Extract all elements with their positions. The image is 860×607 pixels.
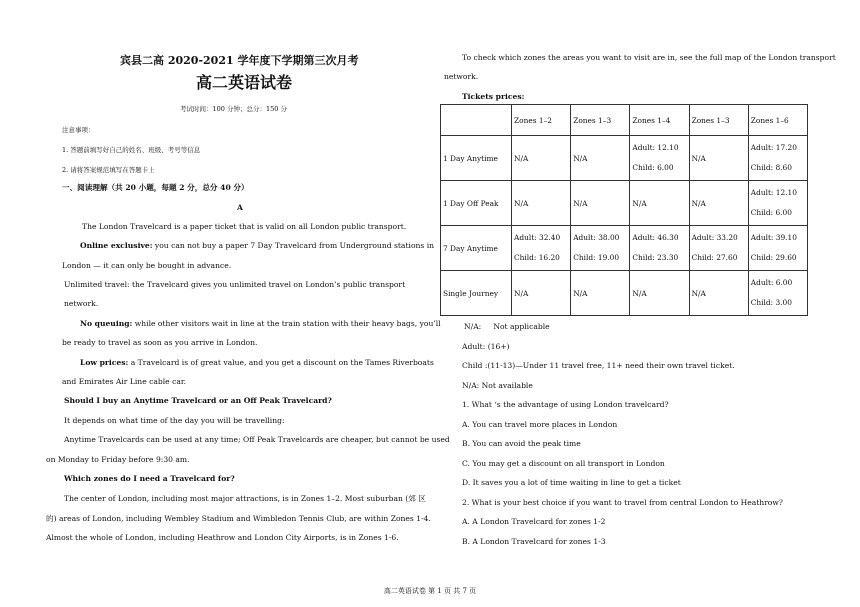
- passage-paragraph: network.: [64, 299, 99, 308]
- option-text: B. A London Travelcard for zones 1-3: [462, 537, 606, 546]
- child-price: Child: 29.60: [750, 253, 797, 262]
- child-price: Child: 8.60: [750, 163, 792, 172]
- child-price: Child: 23.30: [632, 253, 679, 262]
- option-text: A. A London Travelcard for zones 1-2: [462, 517, 606, 526]
- option-text: D. It saves you a lot of time waiting in line to get a ticket: [462, 478, 681, 487]
- adult-price: Adult: 46.30: [632, 233, 679, 242]
- passage-paragraph: be ready to travel as soon as you arrive in London.: [62, 338, 258, 347]
- legend-adult: Adult: (16+): [462, 342, 510, 351]
- passage-paragraph: 的) areas of London, including Wembley Stadium and Wimbledon Tennis Club, are within Zones 1-4.: [46, 514, 431, 523]
- table-cell: [748, 226, 807, 271]
- passage-paragraph: [80, 319, 441, 329]
- table-cell: N/A: [512, 271, 571, 316]
- passage-paragraph: Almost the whole of London, including Heathrow and London City Airports, is in Zones 1-6.: [46, 533, 399, 542]
- option-text: B. You can avoid the peak time: [462, 439, 581, 448]
- tickets-heading: Tickets prices:: [462, 92, 525, 101]
- passage-paragraph: on Monday to Friday before 9:30 am.: [46, 455, 190, 464]
- table-header-cell: Zones 1–2: [512, 105, 571, 136]
- child-price: Child: 19.00: [573, 253, 620, 262]
- adult-price: Adult: 12.10: [632, 143, 679, 152]
- table-cell: N/A: [512, 136, 571, 181]
- adult-price: Adult: 38.00: [573, 233, 620, 242]
- table-header-cell: Zones 1–3: [571, 105, 630, 136]
- subject-title: 高二英语试卷: [196, 73, 293, 92]
- table-cell: [630, 136, 689, 181]
- child-price: Child: 27.60: [691, 253, 738, 262]
- adult-price: Adult: 33.20: [691, 233, 738, 242]
- page-footer: 高二英语试卷 第 1 页 共 7 页: [383, 587, 477, 595]
- table-header-cell: Zones 1–3: [689, 105, 748, 136]
- passage-paragraph: and Emirates Air Line cable car.: [62, 377, 187, 386]
- passage-text: a Travelcard is of great value, and you get a discount on the Tames Riverboats: [128, 358, 434, 367]
- table-cell: N/A: [689, 271, 748, 316]
- passage-bold-label: No queuing:: [80, 319, 133, 328]
- table-header-row: [441, 105, 808, 136]
- table-cell: [571, 226, 630, 271]
- table-cell: N/A: [571, 181, 630, 226]
- table-cell: [512, 226, 571, 271]
- passage-bold-label: Online exclusive:: [80, 241, 153, 250]
- passage-paragraph: The center of London, including most major attractions, is in Zones 1–2. Most suburban (郊 区: [64, 494, 426, 503]
- passage-paragraph: [80, 241, 434, 251]
- passage-paragraph: London — it can only be bought in advance.: [62, 261, 232, 270]
- intro-text: To check which zones the areas you want to visit are in, see the full map of the London transport: [462, 53, 836, 62]
- child-price: Child: 16.20: [514, 253, 560, 262]
- table-header-cell: [441, 105, 512, 136]
- table-cell: [748, 136, 807, 181]
- passage-paragraph: Unlimited travel: the Travelcard gives you unlimited travel on London’s public transport: [64, 280, 406, 289]
- adult-price: Adult: 32.40: [514, 233, 561, 242]
- legend-child: Child :(11-13)—Under 11 travel free, 11+ need their own travel ticket.: [462, 361, 735, 370]
- adult-price: Adult: 6.00: [750, 278, 793, 287]
- table-cell: N/A: [571, 136, 630, 181]
- note-item: 2. 请将答案规范填写在答题卡上: [62, 166, 155, 174]
- notes-heading: 注意事项：: [62, 126, 95, 134]
- table-cell: N/A: [630, 181, 689, 226]
- passage-paragraph: [80, 358, 434, 368]
- row-label: 7 Day Anytime: [441, 226, 512, 271]
- table-cell: N/A: [512, 181, 571, 226]
- ticket-price-table: [440, 104, 808, 316]
- row-label: 1 Day Off Peak: [441, 181, 512, 226]
- passage-paragraph: It depends on what time of the day you will be travelling:: [64, 416, 285, 425]
- table-row: [441, 226, 808, 271]
- legend-na-available: N/A: Not available: [462, 381, 533, 390]
- passage-label: A: [237, 203, 243, 212]
- adult-price: Adult: 12.10: [750, 188, 797, 197]
- question-2: 2. What is your best choice if you want to travel from central London to Heathrow?: [462, 498, 783, 507]
- child-price: Child: 3.00: [750, 298, 792, 307]
- table-cell: N/A: [571, 271, 630, 316]
- question-1: 1. What ‘s the advantage of using London travelcard?: [462, 400, 669, 409]
- passage-subheading: Which zones do I need a Travelcard for?: [64, 474, 235, 483]
- table-row: [441, 271, 808, 316]
- child-price: Child: 6.00: [632, 163, 674, 172]
- table-cell: N/A: [689, 181, 748, 226]
- passage-subheading: Should I buy an Anytime Travelcard or an Off Peak Travelcard?: [64, 396, 332, 405]
- passage-bold-label: Low prices:: [80, 358, 129, 367]
- table-cell: [748, 271, 807, 316]
- option-text: A. You can travel more places in London: [462, 420, 618, 429]
- table-cell: [630, 226, 689, 271]
- adult-price: Adult: 39.10: [750, 233, 797, 242]
- school-title: 宾县二高 2020-2021 学年度下学期第三次月考: [120, 54, 359, 67]
- passage-text: while other visitors wait in line at the train station with their heavy bags, you’ll: [132, 319, 441, 328]
- table-cell: [748, 181, 807, 226]
- table-cell: N/A: [689, 136, 748, 181]
- exam-info: 考试时间：100 分钟；总分：150 分: [180, 105, 287, 113]
- child-price: Child: 6.00: [750, 208, 792, 217]
- passage-text: you can not buy a paper 7 Day Travelcard from Underground stations in: [152, 241, 435, 250]
- adult-price: Adult: 17.20: [750, 143, 797, 152]
- table-row: [441, 136, 808, 181]
- legend-na: N/A: Not applicable: [464, 322, 550, 331]
- passage-paragraph: The London Travelcard is a paper ticket that is valid on all London public transport.: [82, 222, 407, 231]
- row-label: Single Journey: [441, 271, 512, 316]
- table-row: [441, 181, 808, 226]
- section-heading: 一、阅读理解（共 20 小题，每题 2 分，总分 40 分）: [62, 183, 249, 192]
- table-cell: [689, 226, 748, 271]
- option-text: C. You may get a discount on all transport in London: [462, 459, 665, 468]
- intro-text: network.: [444, 72, 479, 81]
- table-cell: N/A: [630, 271, 689, 316]
- passage-paragraph: Anytime Travelcards can be used at any time; Off Peak Travelcards are cheaper, but cannot be used: [64, 435, 450, 444]
- table-header-cell: Zones 1–4: [630, 105, 689, 136]
- table-header-cell: Zones 1–6: [748, 105, 807, 136]
- row-label: 1 Day Anytime: [441, 136, 512, 181]
- note-item: 1. 答题前填写好自己的姓名、班级、考号等信息: [62, 146, 201, 154]
